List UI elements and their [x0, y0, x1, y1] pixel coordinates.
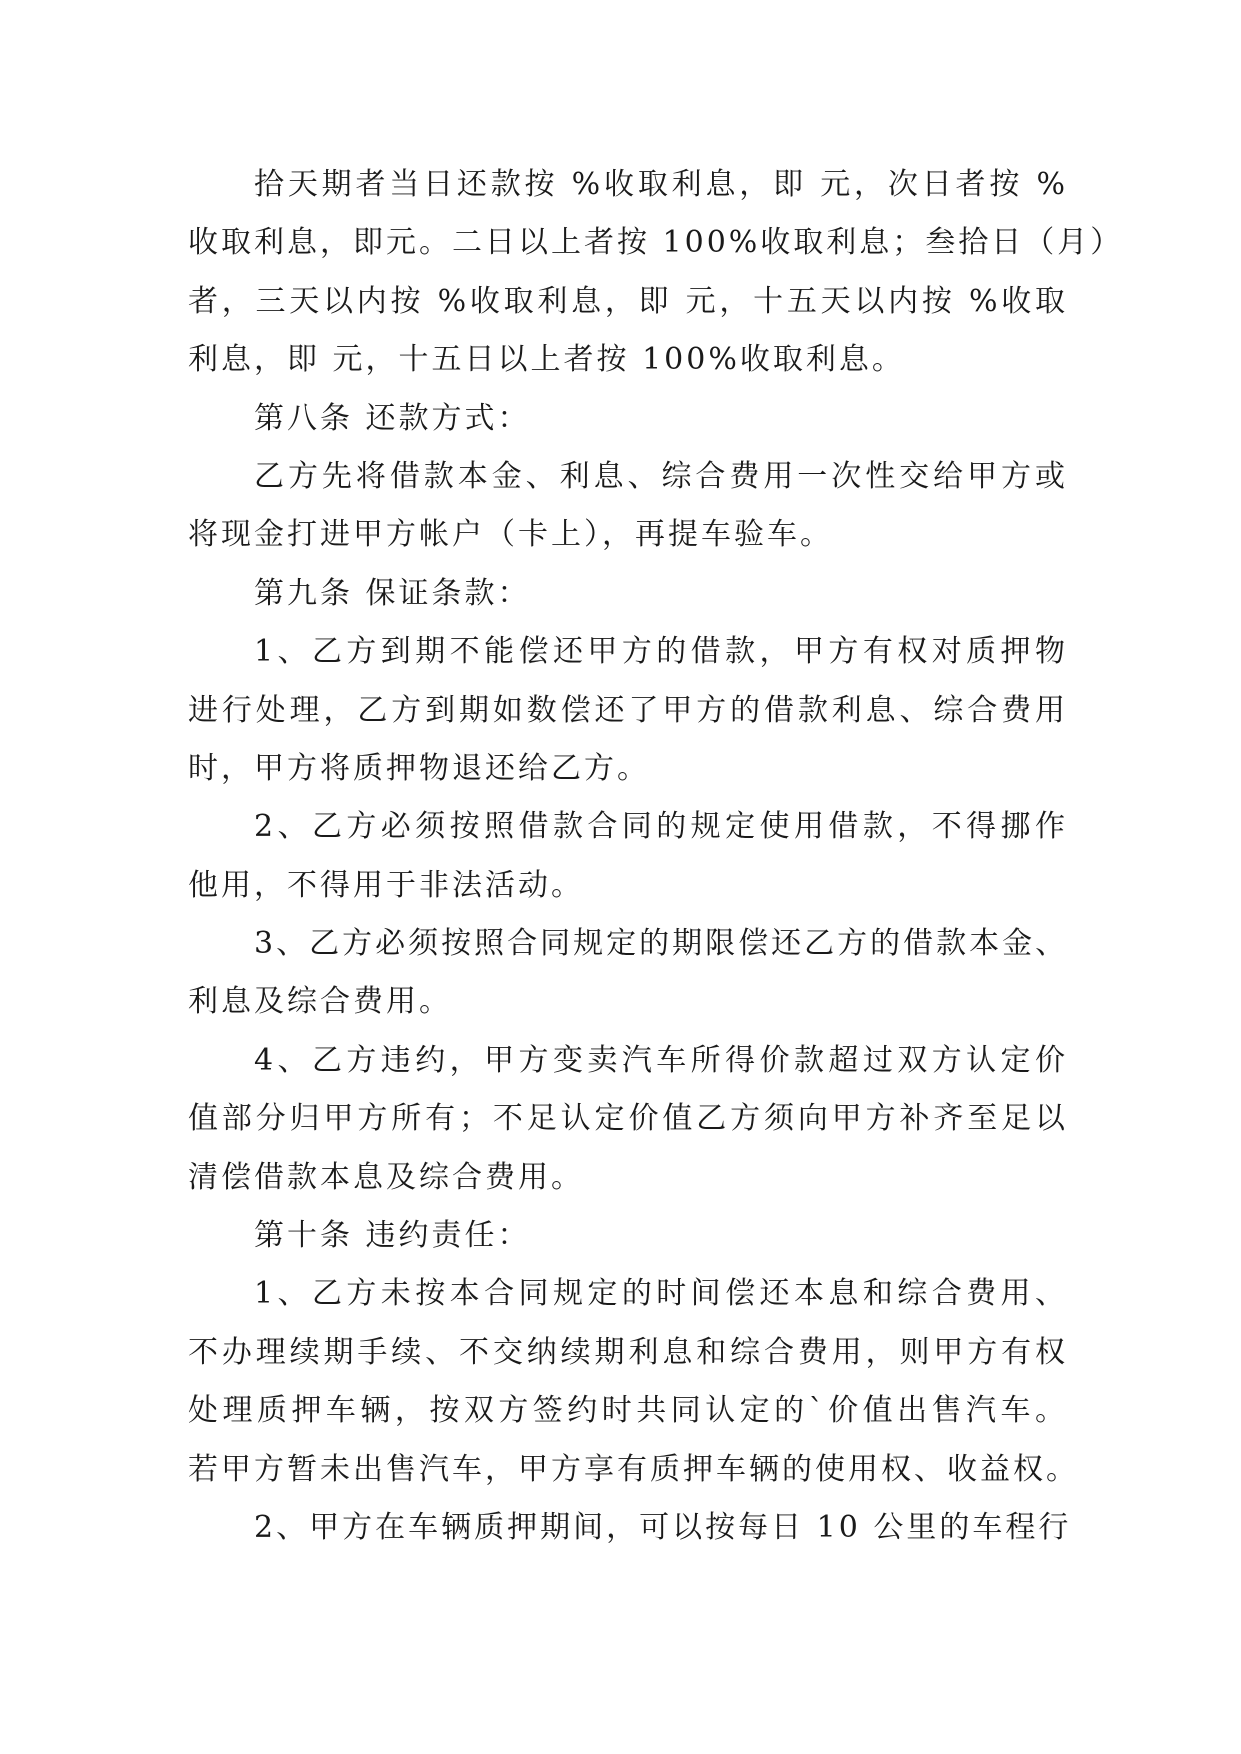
text-line: 4、乙方违约，甲方变卖汽车所得价款超过双方认定价: [254, 1042, 1068, 1078]
text-line: 进行处理，乙方到期如数偿还了甲方的借款利息、综合费用: [188, 692, 1068, 728]
text-line: 清偿借款本息及综合费用。: [188, 1159, 584, 1195]
text-line: 3、乙方必须按照合同规定的期限偿还乙方的借款本金、: [254, 926, 1069, 962]
text-line: 利息，即 元，十五日以上者按 100%收取利息。: [188, 342, 905, 378]
text-line: 他用，不得用于非法活动。: [188, 867, 584, 903]
text-line: 第八条 还款方式：: [254, 400, 531, 436]
text-line: 将现金打进甲方帐户（卡上），再提车验车。: [188, 517, 833, 553]
text-line: 时，甲方将质押物退还给乙方。: [188, 750, 650, 786]
text-line: 者，三天以内按 %收取利息，即 元，十五天以内按 %收取: [188, 283, 1068, 319]
text-line: 第十条 违约责任：: [254, 1218, 531, 1254]
text-line: 2、乙方必须按照借款合同的规定使用借款，不得挪作: [254, 809, 1068, 845]
document-body: [188, 156, 1124, 1557]
text-line: 2、甲方在车辆质押期间，可以按每日 10 公里的车程行: [254, 1509, 1072, 1545]
text-line: 不办理续期手续、不交纳续期利息和综合费用，则甲方有权: [188, 1334, 1068, 1370]
text-line: 1、乙方未按本合同规定的时间偿还本息和综合费用、: [254, 1276, 1068, 1312]
text-line: 1、乙方到期不能偿还甲方的借款，甲方有权对质押物: [254, 634, 1068, 670]
text-line: 处理质押车辆，按双方签约时共同认定的`价值出售汽车。: [188, 1393, 1068, 1429]
text-line: 若甲方暂未出售汽车，甲方享有质押车辆的使用权、收益权。: [188, 1451, 1079, 1487]
text-line: 收取利息，即元。二日以上者按 100%收取利息；叁拾日（月）: [188, 225, 1124, 261]
text-line: 拾天期者当日还款按 %收取利息，即 元，次日者按 %: [254, 167, 1068, 202]
text-line: 乙方先将借款本金、利息、综合费用一次性交给甲方或: [254, 458, 1068, 494]
text-line: 值部分归甲方所有；不足认定价值乙方须向甲方补齐至足以: [188, 1101, 1068, 1137]
text-line: 第九条 保证条款：: [254, 575, 531, 611]
text-line: 利息及综合费用。: [188, 984, 452, 1020]
